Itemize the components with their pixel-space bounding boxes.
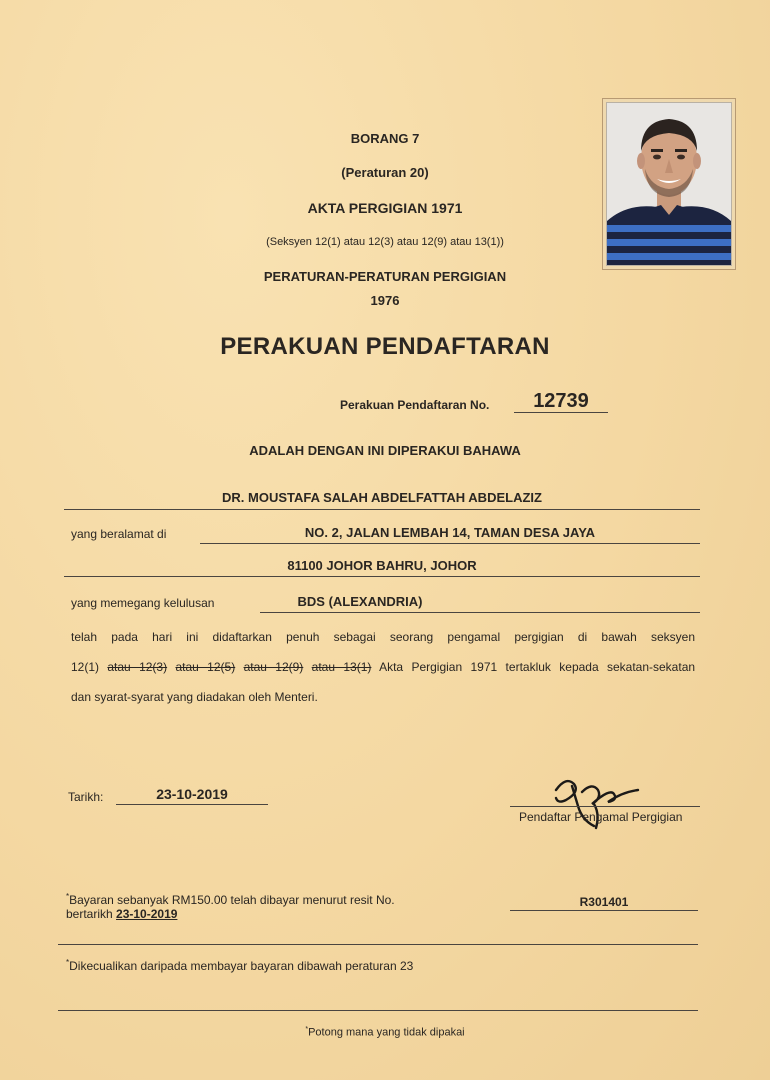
payment-text xyxy=(66,892,395,907)
sections-ref: (Seksyen 12(1) atau 12(3) atau 12(9) atau 13(1)) xyxy=(266,236,504,248)
body-line1: telah pada hari ini didaftarkan penuh sebagai seorang pengamal pergigian di bawah seksyen xyxy=(71,630,695,644)
address-label: yang beralamat di xyxy=(71,527,167,541)
portrait-image xyxy=(607,103,731,265)
qualification-text: BDS (ALEXANDRIA) xyxy=(297,594,423,609)
qualification-label: yang memegang kelulusan xyxy=(71,596,215,610)
payment-date-value: 23-10-2019 xyxy=(116,907,178,921)
exemption-text xyxy=(66,958,413,973)
holder-photo xyxy=(606,102,732,266)
body-line3: dan syarat-syarat yang diadakan oleh Menteri. xyxy=(71,690,318,704)
section-struck-2: atau 12(5) xyxy=(175,660,236,674)
exemption-asterisk: * xyxy=(66,958,70,967)
receipt-underline xyxy=(510,910,698,911)
exemption-divider xyxy=(58,1010,698,1011)
date-underline xyxy=(116,804,268,805)
section-struck-1: atau 12(3) xyxy=(107,660,168,674)
section-struck-3: atau 12(9) xyxy=(243,660,304,674)
registrar-underline xyxy=(510,806,700,807)
registration-label: Perakuan Pendaftaran No. xyxy=(340,398,490,412)
certify-statement: ADALAH DENGAN INI DIPERAKUI BAHAWA xyxy=(249,443,521,458)
date-value: 23-10-2019 xyxy=(156,786,228,802)
name-underline xyxy=(64,509,700,510)
regulations-line1: PERATURAN-PERATURAN PERGIGIAN xyxy=(263,269,507,284)
footnote xyxy=(0,1026,770,1040)
payment-asterisk: * xyxy=(66,892,70,901)
payment-divider xyxy=(58,944,698,945)
payment-date-row xyxy=(66,907,177,921)
date-label: Tarikh: xyxy=(68,790,104,804)
footnote-asterisk: * xyxy=(305,1026,309,1033)
regulation-ref: (Peraturan 20) xyxy=(341,165,429,180)
section-kept: 12(1) xyxy=(71,660,100,674)
act-title: AKTA PERGIGIAN 1971 xyxy=(307,200,463,216)
exemption-statement: Dikecualikan daripada membayar bayaran dibawah peraturan 23 xyxy=(69,959,414,973)
address-underline1 xyxy=(200,543,700,544)
section-tail: Akta Pergigian 1971 tertakluk kepada sekatan-sekatan xyxy=(379,660,696,674)
payment-statement: Bayaran sebanyak RM150.00 telah dibayar menurut resit No. xyxy=(69,893,395,907)
qualification-value xyxy=(260,594,700,609)
address-underline2 xyxy=(64,576,700,577)
form-number: BORANG 7 xyxy=(350,131,420,146)
page-title: PERAKUAN PENDAFTARAN xyxy=(220,333,550,360)
registration-number: 12739 xyxy=(533,390,589,412)
registration-underline xyxy=(514,412,608,413)
holder-name: DR. MOUSTAFA SALAH ABDELFATTAH ABDELAZIZ xyxy=(222,490,542,505)
receipt-number: R301401 xyxy=(579,895,629,909)
address-line1: NO. 2, JALAN LEMBAH 14, TAMAN DESA JAYA xyxy=(304,525,596,540)
section-struck-4: atau 13(1) xyxy=(311,660,372,674)
registrar-label: Pendaftar Pengamal Pergigian xyxy=(519,810,683,824)
regulations-line2: 1976 xyxy=(370,293,400,308)
address-line2: 81100 JOHOR BAHRU, JOHOR xyxy=(287,558,477,573)
qualification-underline xyxy=(260,612,700,613)
body-line2 xyxy=(71,660,695,674)
footnote-text: Potong mana yang tidak dipakai xyxy=(308,1026,465,1039)
payment-date-label: bertarikh xyxy=(66,907,113,921)
